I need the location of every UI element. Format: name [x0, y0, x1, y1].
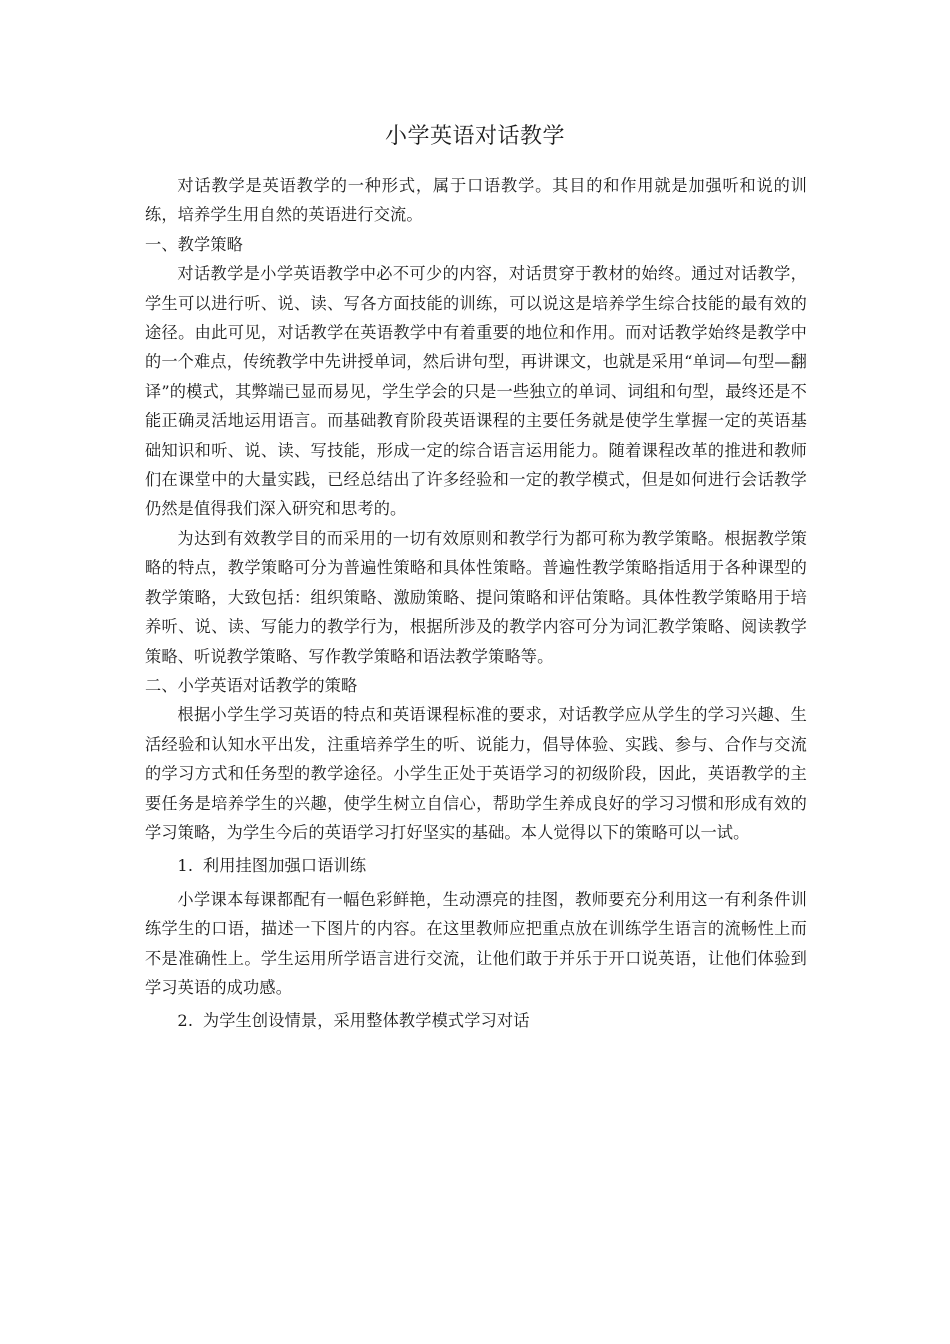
intro-paragraph: 对话教学是英语教学的一种形式，属于口语教学。其目的和作用就是加强听和说的训练，培养学生用自然的英语进行交流。: [145, 176, 807, 225]
section-1-paragraph-2: 为达到有效教学目的而采用的一切有效原则和教学行为都可称为教学策略。根据教学策略的特点，教学策略可分为普遍性策略和具体性策略。普遍性教学策略指适用于各种课型的教学策略，大致包括：组织策略、激励策略、提问策略和评估策略。具体性教学策略用于培养听、说、读、写能力的教学行为，根据所涉及的教学内容可分为词汇教学策略、阅读教学策略、听说教学策略、写作教学策略和语法教学策略等。: [145, 528, 807, 666]
section-2-heading: 二、小学英语对话教学的策略: [145, 675, 358, 695]
list-item-1-heading: [145, 851, 807, 880]
list-item-1-title: 利用挂图加强口语训练: [202, 856, 367, 876]
list-item-1-number: 1.: [177, 856, 194, 876]
section-1-paragraph-1: 对话教学是小学英语教学中必不可少的内容，对话贯穿于教材的始终。通过对话教学，学生可以进行听、说、读、写各方面技能的训练，可以说这是培养学生综合技能的最有效的途径。由此可见，对话教学在英语教学中有着重要的地位和作用。而对话教学始终是教学中的一个难点，传统教学中先讲授单词，然后讲句型，再讲课文，也就是采用“单词—句型—翻译”的模式，其弊端已显而易见，学生学会的只是一些独立的单词、词组和句型，最终还是不能正确灵活地运用语言。而基础教育阶段英语课程的主要任务就是使学生掌握一定的英语基础知识和听、说、读、写技能，形成一定的综合语言运用能力。随着课程改革的推进和教师们在课堂中的大量实践，已经总结出了许多经验和一定的教学模式，但是如何进行会话教学仍然是值得我们深入研究和思考的。: [145, 264, 807, 519]
list-item-2-heading: [145, 1006, 807, 1035]
document-title: 小学英语对话教学: [384, 124, 565, 149]
list-item-2-number: 2.: [177, 1011, 194, 1031]
list-item-2-title: 为学生创设情景，采用整体教学模式学习对话: [202, 1011, 530, 1031]
section-1-heading: 一、教学策略: [145, 234, 244, 254]
document-body: [145, 171, 807, 1040]
list-item-1-paragraph: 小学课本每课都配有一幅色彩鲜艳，生动漂亮的挂图，教师要充分利用这一有利条件训练学生的口语，描述一下图片的内容。在这里教师应把重点放在训练学生语言的流畅性上而不是准确性上。学生运用所学语言进行交流，让他们敢于并乐于开口说英语，让他们体验到学习英语的成功感。: [145, 889, 807, 997]
section-2-paragraph: 根据小学生学习英语的特点和英语课程标准的要求，对话教学应从学生的学习兴趣、生活经验和认知水平出发，注重培养学生的听、说能力，倡导体验、实践、参与、合作与交流的学习方式和任务型的教学途径。小学生正处于英语学习的初级阶段，因此，英语教学的主要任务是培养学生的兴趣，使学生树立自信心，帮助学生养成良好的学习习惯和形成有效的学习策略，为学生今后的英语学习打好坚实的基础。本人觉得以下的策略可以一试。: [145, 705, 807, 842]
